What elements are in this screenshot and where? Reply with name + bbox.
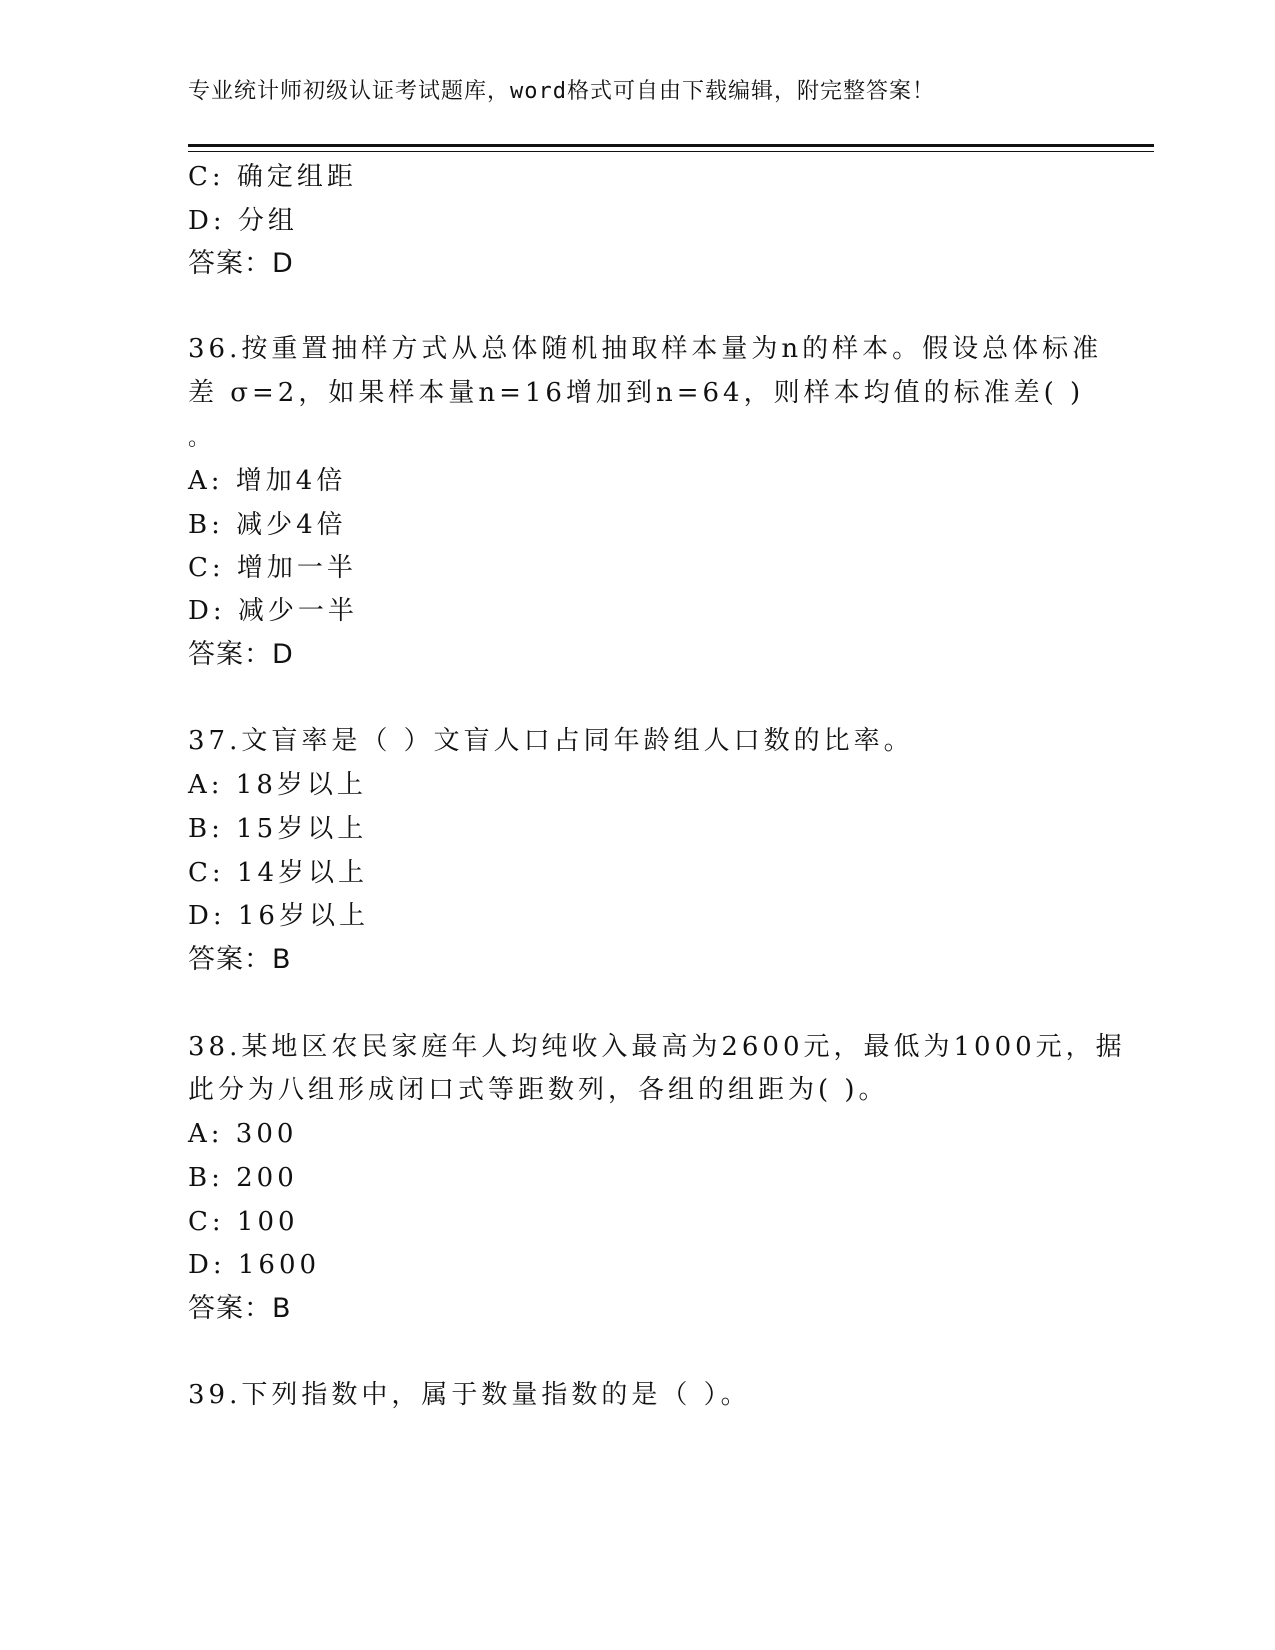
header-rule-thick [188, 144, 1154, 147]
question-38-stem-line-1: 38.某地区农民家庭年人均纯收入最高为2600元，最低为1000元，据 [188, 1032, 1126, 1062]
question-37-stem-line-1: 37.文盲率是（ ）文盲人口占同年龄组人口数的比率。 [188, 726, 914, 756]
question-36-stem-line-1: 36.按重置抽样方式从总体随机抽取样本量为n的样本。假设总体标准 [188, 334, 1103, 364]
question-37-option-b: B: 15岁以上 [188, 814, 368, 844]
question-37-option-d: D: 16岁以上 [188, 901, 369, 931]
question-36-option-d: D: 减少一半 [188, 596, 358, 626]
question-37-option-a: A: 18岁以上 [188, 770, 367, 800]
header-rule-thin [188, 151, 1154, 152]
question-36-option-c: C: 增加一半 [188, 553, 357, 583]
question-36-answer: 答案：D [188, 639, 294, 670]
question-36-option-a: A: 增加4倍 [188, 466, 347, 496]
page-header: 专业统计师初级认证考试题库，word格式可自由下载编辑，附完整答案！ [188, 79, 935, 104]
question-37-option-c: C: 14岁以上 [188, 858, 369, 888]
question-37-answer: 答案：B [188, 944, 292, 975]
question-38-option-c: C: 100 [188, 1207, 299, 1237]
option-d: D: 分组 [188, 206, 298, 236]
question-38-option-b: B: 200 [188, 1163, 298, 1193]
question-38-option-a: A: 300 [188, 1119, 298, 1149]
option-c: C: 确定组距 [188, 162, 357, 192]
answer: 答案：D [188, 248, 294, 279]
question-36-option-b: B: 减少4倍 [188, 510, 347, 540]
question-36-stem-line-2: 差 σ=2，如果样本量n=16增加到n=64，则样本均值的标准差( ) [188, 378, 1085, 408]
question-38-option-d: D: 1600 [188, 1250, 321, 1280]
question-39-stem-line-1: 39.下列指数中，属于数量指数的是（ ）。 [188, 1380, 751, 1410]
question-36-stem-line-3: 。 [188, 426, 215, 451]
question-38-answer: 答案：B [188, 1293, 292, 1324]
question-38-stem-line-2: 此分为八组形成闭口式等距数列，各组的组距为( )。 [188, 1075, 889, 1105]
